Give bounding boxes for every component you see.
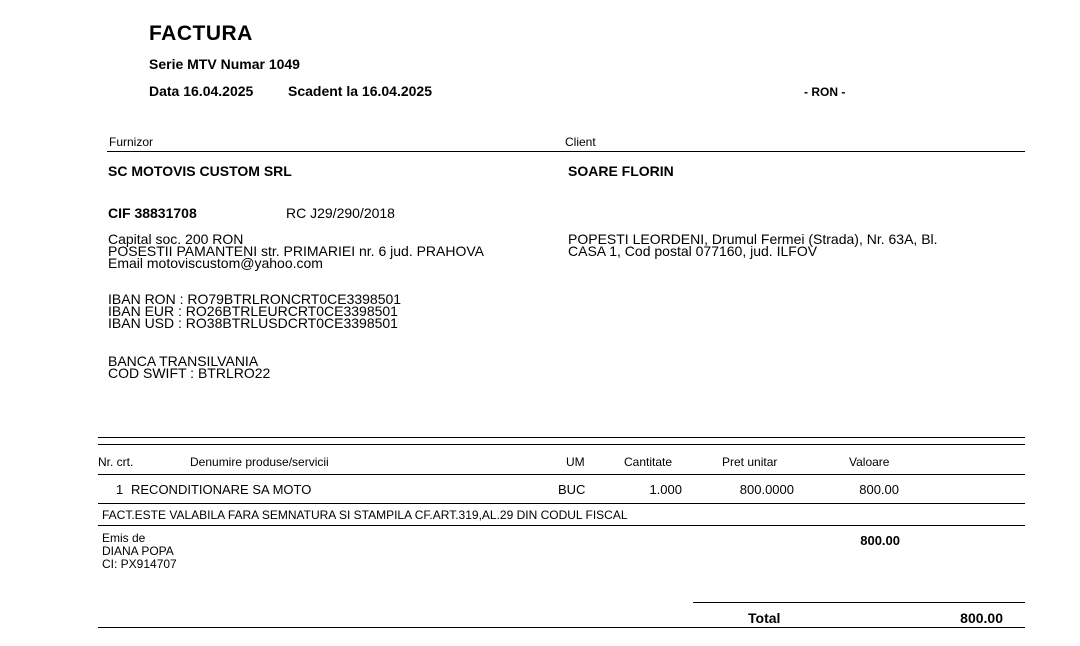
- invoice-title: FACTURA: [149, 22, 253, 45]
- supplier-iban-list: [108, 293, 401, 329]
- invoice-due-date: Scadent la 16.04.2025: [288, 83, 432, 99]
- client-address: [568, 233, 938, 257]
- subtotal-value: 800.00: [860, 533, 900, 548]
- col-header-nr: Nr. crt.: [98, 455, 134, 469]
- total-top-rule: [693, 602, 1025, 603]
- supplier-capital: Capital soc. 200 RON: [108, 231, 244, 247]
- issuer-block: [102, 532, 177, 571]
- supplier-rc: RC J29/290/2018: [286, 205, 395, 221]
- issuer-ci: CI: PX914707: [102, 557, 177, 571]
- supplier-email: Email motoviscustom@yahoo.com: [108, 255, 323, 271]
- table-header-rule: [98, 474, 1025, 475]
- col-header-denumire: Denumire produse/servicii: [190, 455, 329, 469]
- issuer-name: DIANA POPA: [102, 544, 174, 558]
- col-header-cantitate: Cantitate: [624, 455, 673, 469]
- table-row-rule: [98, 503, 1025, 504]
- col-header-um: UM: [566, 455, 585, 469]
- supplier-bank: BANCA TRANSILVANIA: [108, 353, 259, 369]
- col-header-valoare: Valoare: [849, 455, 890, 469]
- table-top-rule-1: [98, 437, 1025, 438]
- total-value: 800.00: [960, 610, 1003, 626]
- invoice-date: Data 16.04.2025: [149, 83, 254, 99]
- party-divider: [107, 151, 1025, 152]
- supplier-cif: CIF 38831708: [108, 205, 197, 221]
- supplier-label: Furnizor: [109, 135, 154, 149]
- client-name: SOARE FLORIN: [568, 163, 674, 179]
- issuer-label: Emis de: [102, 531, 146, 545]
- table-top-rule-2: [98, 444, 1025, 445]
- table-note-rule: [98, 525, 1025, 526]
- col-header-pret: Pret unitar: [722, 455, 778, 469]
- supplier-iban-eur: IBAN EUR : RO26BTRLEURCRT0CE3398501: [108, 303, 398, 319]
- supplier-iban-usd: IBAN USD : RO38BTRLUSDCRT0CE3398501: [108, 315, 398, 331]
- row-cantitate: 1.000: [649, 482, 682, 497]
- legal-note: FACT.ESTE VALABILA FARA SEMNATURA SI STAMPILA CF.ART.319,AL.29 DIN CODUL FISCAL: [102, 508, 628, 522]
- row-valoare: 800.00: [859, 482, 899, 497]
- total-label: Total: [748, 610, 781, 626]
- row-pret: 800.0000: [739, 482, 794, 497]
- supplier-bank-info: [108, 355, 270, 379]
- total-bottom-rule: [98, 627, 1025, 628]
- supplier-address: POSESTII PAMANTENI str. PRIMARIEI nr. 6 jud. PRAHOVA: [108, 243, 485, 259]
- row-um: BUC: [558, 482, 586, 497]
- row-denumire: RECONDITIONARE SA MOTO: [131, 482, 312, 497]
- invoice-series-number: Serie MTV Numar 1049: [149, 56, 300, 72]
- row-nr: 1: [116, 482, 124, 497]
- client-address-line2: CASA 1, Cod postal 077160, jud. ILFOV: [568, 243, 818, 259]
- supplier-name: SC MOTOVIS CUSTOM SRL: [108, 163, 292, 179]
- supplier-iban-ron: IBAN RON : RO79BTRLRONCRT0CE3398501: [108, 291, 402, 307]
- invoice-currency: - RON -: [804, 85, 846, 99]
- supplier-details: [108, 233, 484, 269]
- client-address-line1: POPESTI LEORDENI, Drumul Fermei (Strada), Nr. 63A, Bl.: [568, 231, 938, 247]
- client-label: Client: [565, 135, 596, 149]
- supplier-swift: COD SWIFT : BTRLRO22: [108, 365, 271, 381]
